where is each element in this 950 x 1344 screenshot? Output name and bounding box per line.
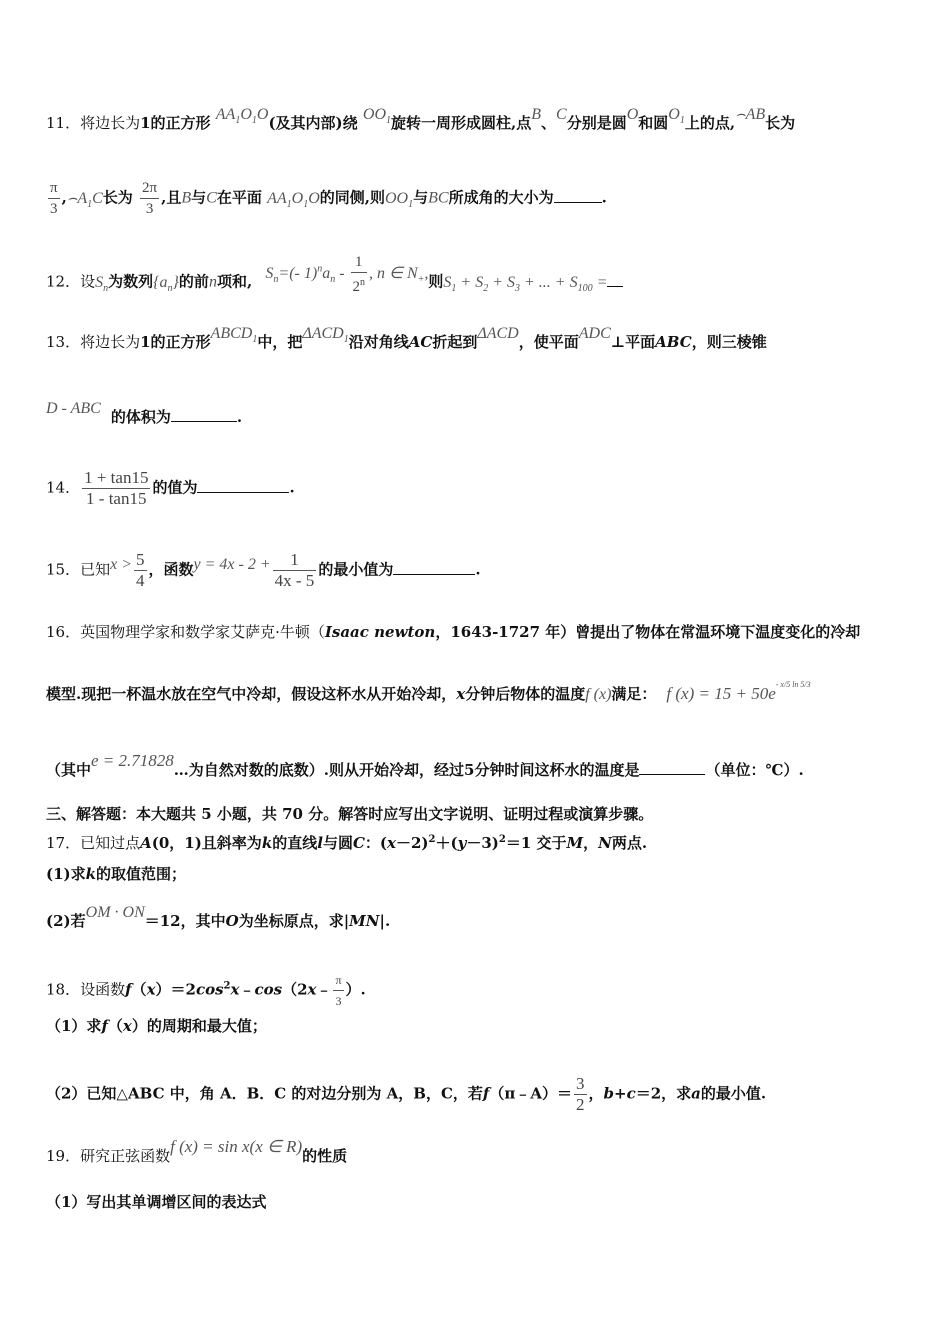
sub: n xyxy=(103,282,109,294)
math-triangle-ACD1 xyxy=(302,325,349,346)
text: －2) xyxy=(395,834,429,852)
text: 长为 xyxy=(765,114,796,132)
text: 分钟时间这杯水的温度是 xyxy=(474,761,640,779)
q19-number: 19．研究正弦函数 xyxy=(46,1147,171,1165)
sup: 2 xyxy=(498,834,506,845)
text: ＝12，其中 xyxy=(144,912,226,930)
text: ， xyxy=(583,834,599,852)
text: （其中 xyxy=(46,761,92,779)
text: 和圆 xyxy=(638,114,669,132)
math-plane xyxy=(267,189,320,210)
sup: n xyxy=(360,277,366,288)
text: （ xyxy=(131,980,147,999)
text: ，则三棱锥 xyxy=(691,333,767,351)
text: l xyxy=(317,834,323,852)
denominator: 3 xyxy=(50,201,58,217)
sub: 1 xyxy=(408,198,414,210)
fraction-tan xyxy=(82,468,150,509)
text: ＝2，求 xyxy=(635,1084,692,1103)
text: 的正方形 xyxy=(150,114,211,132)
math-axis xyxy=(362,106,391,127)
math: A xyxy=(77,189,88,207)
math: =(- 1) xyxy=(278,264,318,282)
math: OO xyxy=(362,106,386,123)
text: 在平面 xyxy=(216,188,262,207)
text: M xyxy=(566,834,584,852)
text: k xyxy=(261,834,273,852)
text: AC xyxy=(408,333,433,351)
answer-blank xyxy=(639,760,705,775)
q17-number: 17．已知过点 xyxy=(46,834,141,852)
fraction-5-4 xyxy=(134,550,147,591)
text: （ xyxy=(107,1017,123,1035)
sub: 2 xyxy=(483,282,489,294)
text: 项和, xyxy=(216,272,253,291)
math-dot-product: OM · ON xyxy=(85,904,145,921)
text: 的值为 xyxy=(152,478,198,497)
math: O xyxy=(256,106,269,123)
denominator xyxy=(351,273,368,297)
formula-sum xyxy=(443,273,608,294)
math: S xyxy=(443,273,452,291)
text: ＋( xyxy=(435,834,458,852)
text: 满足： xyxy=(611,685,657,703)
answer-blank xyxy=(171,407,237,422)
text: ）的周期和最大值； xyxy=(131,1017,267,1035)
q18-line1 xyxy=(46,970,366,1011)
text: （单位：℃）. xyxy=(705,761,804,779)
denominator: 3 xyxy=(335,994,342,1008)
text: x xyxy=(387,834,396,852)
text: A xyxy=(140,834,152,852)
math: O xyxy=(668,106,680,123)
sub: 1 xyxy=(343,334,349,346)
denominator: 3 xyxy=(145,201,154,217)
text: （1）写出其单调增区间的表达式 xyxy=(46,1193,267,1211)
math-ADC: ADC xyxy=(578,325,611,342)
math-cooling-formula: f (x) = 15 + 50e xyxy=(666,684,776,703)
text: ）＝2 xyxy=(155,980,196,999)
math: = xyxy=(592,273,608,291)
math-sin-function: f (x) = sin x(x ∈ R) xyxy=(170,1137,303,1156)
text: （π﹣A）＝ xyxy=(489,1084,572,1103)
math-fx: f (x) xyxy=(585,686,612,703)
sub: 1 xyxy=(235,115,241,127)
q16-number: 16．英国物理学家和数学家艾萨克·牛顿（ xyxy=(46,623,325,641)
text: ＝1 交于 xyxy=(505,834,567,852)
sub: n xyxy=(330,273,336,285)
answer-blank xyxy=(554,188,602,203)
math: y = 4x - 2 + xyxy=(193,555,271,573)
text: (1)求 xyxy=(46,865,86,883)
math: ABCD xyxy=(210,325,253,342)
text: （1）求 xyxy=(46,1017,102,1035)
arc-mark: ⌢ xyxy=(66,189,78,207)
numerator: π xyxy=(48,178,60,199)
math-triangle-ACD: ΔACD xyxy=(477,325,519,342)
math-e: e = 2.71828 xyxy=(91,751,174,770)
text: 的最小值. xyxy=(700,1084,767,1103)
sub: 1 xyxy=(87,198,93,210)
q15-line xyxy=(46,550,481,591)
math: , n ∈ N xyxy=(369,264,418,282)
sub: 1 xyxy=(252,334,258,346)
text: 的直线 xyxy=(272,834,318,852)
text: cos xyxy=(195,980,224,999)
text: 的正方形 xyxy=(150,333,211,351)
text: ）. xyxy=(345,980,366,999)
text: C xyxy=(352,834,365,852)
text: 5 xyxy=(464,761,475,779)
text: ，函数 xyxy=(148,560,194,579)
fraction-3-2 xyxy=(574,1074,587,1115)
fraction-1-4x-5 xyxy=(273,550,317,591)
q19-line2 xyxy=(46,1192,266,1212)
text: cos xyxy=(254,980,283,999)
text: k xyxy=(85,865,97,883)
text: f xyxy=(482,1084,490,1103)
math: a xyxy=(322,264,331,282)
text: . xyxy=(236,408,243,426)
formula-n-in-N xyxy=(369,264,429,285)
text: f xyxy=(101,1017,108,1035)
text: …为自然对数的底数）.则从开始冷却，经过 xyxy=(173,761,465,779)
text: N xyxy=(598,834,612,852)
sub: 100 xyxy=(577,282,593,294)
text: x xyxy=(122,1017,132,1035)
math-arc-A1C xyxy=(66,189,103,210)
text: 中，把 xyxy=(257,333,303,351)
numerator: 5 xyxy=(136,550,145,569)
q18-line3 xyxy=(46,1074,766,1115)
text: 分别是圆 xyxy=(566,114,627,132)
math-D-ABC: D - ABC xyxy=(46,400,101,417)
text: 所成角的大小为 xyxy=(448,188,554,207)
text: y xyxy=(457,834,467,852)
text: f xyxy=(125,980,132,999)
numerator: 1 xyxy=(351,252,368,273)
text: MN xyxy=(349,912,380,930)
text: 旋转一周形成圆柱,点 xyxy=(391,114,532,132)
text: 的前 xyxy=(178,272,209,291)
q14-number: 14． xyxy=(46,478,81,497)
math: O xyxy=(240,106,252,123)
math-C: C xyxy=(206,189,217,207)
sup: 2 xyxy=(223,980,231,992)
text: b+c xyxy=(603,1084,636,1103)
q18-line2 xyxy=(46,1016,267,1036)
math-C: C xyxy=(556,106,567,123)
q19-line1 xyxy=(46,1137,348,1166)
text: 分钟后物体的温度 xyxy=(465,685,586,703)
text: 折起到 xyxy=(432,333,478,351)
q17-line3 xyxy=(46,904,391,932)
math-B: B xyxy=(181,189,192,207)
text: 上的点, xyxy=(684,114,736,132)
math-B: B xyxy=(531,106,542,123)
fraction-pi-3 xyxy=(48,178,60,219)
sub: n xyxy=(273,273,279,285)
text: ：( xyxy=(364,834,388,852)
text: 与 xyxy=(413,188,429,207)
text: ， xyxy=(588,1084,604,1103)
q17-line1 xyxy=(46,830,647,853)
q15-number: 15．已知 xyxy=(46,560,111,579)
text: （2）已知△ABC 中，角 A．B．C 的对边分别为 A，B，C，若 xyxy=(46,1084,483,1103)
math: 2 xyxy=(352,279,361,295)
text: 的体积为 xyxy=(110,408,171,426)
sub: + xyxy=(417,273,425,285)
math-exponent: - x/5 ln 5/3 xyxy=(775,680,811,689)
denominator: 4x - 5 xyxy=(274,571,315,590)
math-O1 xyxy=(668,106,685,127)
q13-number: 13．将边长为 xyxy=(46,333,141,351)
sub: 1 xyxy=(451,282,457,294)
text: ⊥平面 xyxy=(610,333,656,351)
text: , xyxy=(61,188,67,207)
sup: 2 xyxy=(428,834,436,845)
q16-line3 xyxy=(46,751,804,780)
text: 长为 xyxy=(102,188,133,207)
sub: 3 xyxy=(514,282,520,294)
math: + S xyxy=(456,273,484,291)
arc-mark: ⌢ xyxy=(735,106,746,123)
text: 的同侧,则 xyxy=(319,188,385,207)
q17-line2 xyxy=(46,864,186,884)
math: + S xyxy=(488,273,515,291)
q13-line1 xyxy=(46,325,767,359)
text: ABC xyxy=(655,333,692,351)
q16-line1 xyxy=(46,622,860,642)
sup: n xyxy=(317,263,323,275)
fraction-2pi-3 xyxy=(140,178,159,219)
q12-line xyxy=(46,254,623,305)
math-n: n xyxy=(208,273,217,291)
math: S xyxy=(265,264,274,282)
math-ABCD1 xyxy=(210,325,258,346)
numerator: π xyxy=(333,970,343,991)
text: (0，1)且斜率为 xyxy=(151,834,262,852)
text: Isaac newton xyxy=(324,623,436,641)
q16-line2 xyxy=(46,680,811,707)
text: . xyxy=(289,478,295,497)
text: 与圆 xyxy=(322,834,353,852)
text: 沿对角线 xyxy=(348,333,409,351)
math: ΔACD xyxy=(302,325,344,342)
sub: 1 xyxy=(251,115,257,127)
math: OO xyxy=(384,189,409,207)
sub: 1 xyxy=(679,115,685,127)
text: 的取值范围； xyxy=(96,865,187,883)
formula-Sn xyxy=(265,263,349,285)
sub: 1 xyxy=(286,198,292,210)
text: x xyxy=(230,980,240,999)
sub: 1 xyxy=(303,198,309,210)
math: + ... + S xyxy=(519,273,578,291)
text: |. xyxy=(379,912,391,930)
q18-number: 18．设函数 xyxy=(46,980,126,999)
text: . xyxy=(601,188,607,207)
math: , xyxy=(424,264,429,282)
q11-line2 xyxy=(46,178,607,219)
text: 模型.现把一杯温水放在空气中冷却，假设这杯水从开始冷却， xyxy=(46,685,457,703)
answer-blank xyxy=(607,272,623,287)
text: (及其内部)绕 xyxy=(268,114,358,132)
text: 为坐标原点，求| xyxy=(238,912,350,930)
text: 与 xyxy=(191,188,207,207)
numerator: 1 xyxy=(273,550,317,571)
math: {a xyxy=(153,273,168,291)
fraction-pi-3 xyxy=(333,970,343,1011)
denominator: 1 - tan15 xyxy=(86,489,147,508)
text: 1 xyxy=(140,114,151,132)
q14-line xyxy=(46,468,295,509)
math-O: O xyxy=(626,106,639,123)
denominator: 4 xyxy=(136,571,145,590)
math-an xyxy=(153,273,179,294)
denominator: 2 xyxy=(576,1095,585,1114)
math-OO1 xyxy=(384,189,414,210)
math: O xyxy=(291,189,304,207)
math: AA xyxy=(267,189,287,207)
text: 为数列 xyxy=(108,272,154,291)
answer-blank xyxy=(197,478,289,493)
text: ，使平面 xyxy=(518,333,579,351)
text: x xyxy=(456,685,466,703)
text: 两点. xyxy=(611,834,648,852)
text: (2)若 xyxy=(46,912,86,930)
sub: n xyxy=(167,282,173,294)
math-Sn xyxy=(95,273,109,294)
math: x > xyxy=(110,555,132,573)
text: （2 xyxy=(282,980,308,999)
text: ﹣ xyxy=(316,980,332,999)
text: . xyxy=(475,560,481,579)
math: - xyxy=(335,264,349,282)
text: a xyxy=(691,1084,701,1103)
sub: 1 xyxy=(386,115,391,127)
numerator: 2π xyxy=(140,178,159,199)
math: C xyxy=(92,189,103,207)
text: 1 xyxy=(140,333,151,351)
math: AA xyxy=(215,106,236,123)
math: O xyxy=(308,189,320,207)
math-square xyxy=(215,106,269,127)
numerator: 1 + tan15 xyxy=(84,468,149,487)
answer-blank xyxy=(393,560,475,575)
text: 则 xyxy=(428,272,444,291)
math-BC: BC xyxy=(428,189,449,207)
section3-heading xyxy=(46,804,653,824)
math: S xyxy=(95,273,104,291)
math-arc-AB xyxy=(735,106,765,123)
text: x xyxy=(146,980,156,999)
numerator: 3 xyxy=(576,1074,585,1093)
text: 的性质 xyxy=(302,1147,348,1165)
text: ,且 xyxy=(161,188,182,207)
q11-line1 xyxy=(46,106,796,140)
math: AB xyxy=(745,106,766,123)
fraction-1-2n xyxy=(351,252,368,297)
text: ﹣ xyxy=(239,980,255,999)
q13-line2 xyxy=(46,400,243,428)
math: } xyxy=(172,273,179,291)
q11-number: 11．将边长为 xyxy=(46,114,141,132)
text: －3) xyxy=(466,834,499,852)
text: x xyxy=(307,980,317,999)
text: 三、解答题：本大题共 5 小题，共 70 分。解答时应写出文字说明、证明过程或演算步骤。 xyxy=(46,805,654,823)
q12-number: 12．设 xyxy=(46,272,96,291)
text: ，1643-1727 年）曾提出了物体在常温环境下温度变化的冷却 xyxy=(435,623,861,641)
text: 、 xyxy=(541,114,557,132)
text: O xyxy=(225,912,239,930)
text: 的最小值为 xyxy=(318,560,394,579)
